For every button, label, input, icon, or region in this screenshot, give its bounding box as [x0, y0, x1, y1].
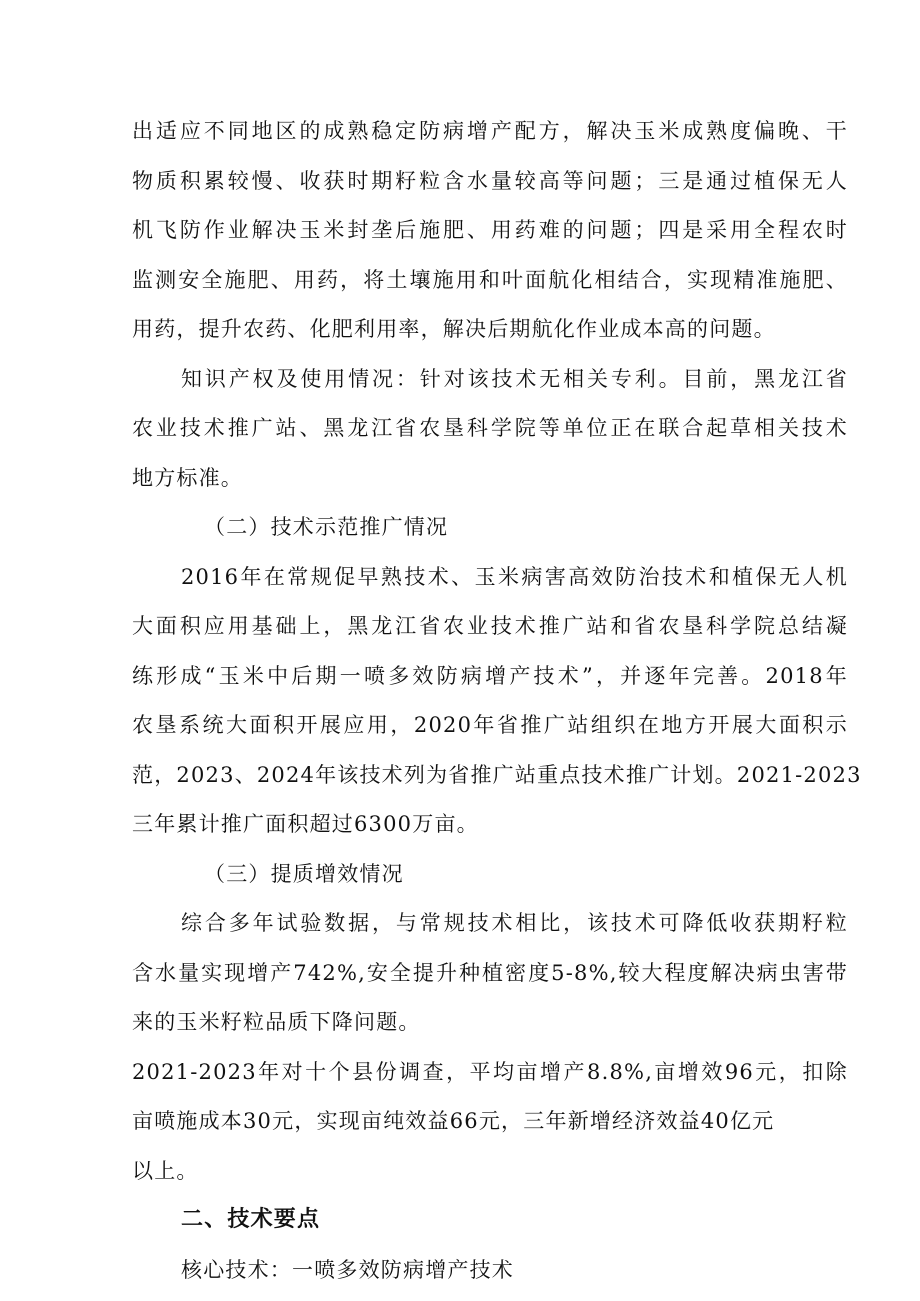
text-line: 知识产权及使用情况：针对该技术无相关专利。目前，黑龙江省: [181, 367, 848, 391]
text-line: 来的玉米籽粒品质下降问题。: [132, 1010, 421, 1034]
core-technology-line: 核心技术：一喷多效防病增产技术: [181, 1258, 514, 1282]
text-line: 机飞防作业解决玉米封垄后施肥、用药难的问题；四是采用全程农时: [132, 218, 848, 242]
text-line: 亩喷施成本30元，实现亩纯效益66元，三年新增经济效益40亿元: [132, 1109, 775, 1133]
text-line: 三年累计推广面积超过6300万亩。: [132, 812, 479, 836]
chapter-heading: 二、技术要点: [181, 1207, 321, 1232]
text-line: 含水量实现增产742%,安全提升种植密度5-8%,较大程度解决病虫害带: [132, 961, 848, 985]
text-line: 练形成“玉米中后期一喷多效防病增产技术”，并逐年完善。2018年: [132, 664, 848, 688]
text-line: 用药，提升农药、化肥利用率，解决后期航化作业成本高的问题。: [132, 317, 776, 341]
text-line: 出适应不同地区的成熟稳定防病增产配方，解决玉米成熟度偏晚、干: [132, 119, 848, 143]
text-line: 地方标准。: [132, 466, 243, 490]
text-line: 物质积累较慢、收获时期籽粒含水量较高等问题；三是通过植保无人: [132, 169, 848, 193]
text-line: 2016年在常规促早熟技术、玉米病害高效防治技术和植保无人机: [181, 565, 848, 589]
section-heading: （二）技术示范推广情况: [204, 515, 449, 539]
section-heading: （三）提质增效情况: [204, 862, 404, 886]
text-line: 2021-2023年对十个县份调查，平均亩增产8.8%,亩增效96元，扣除: [132, 1060, 848, 1084]
text-line: 农垦系统大面积开展应用，2020年省推广站组织在地方开展大面积示: [132, 713, 848, 737]
text-line: 大面积应用基础上，黑龙江省农业技术推广站和省农垦科学院总结凝: [132, 614, 848, 638]
text-line: 农业技术推广站、黑龙江省农垦科学院等单位正在联合起草相关技术: [132, 416, 848, 440]
text-line: 范，2023、2024年该技术列为省推广站重点技术推广计划。2021-2023: [132, 763, 862, 787]
text-line: 监测安全施肥、用药，将土壤施用和叶面航化相结合，实现精准施肥、: [132, 268, 848, 292]
text-line: 综合多年试验数据，与常规技术相比，该技术可降低收获期籽粒: [181, 911, 848, 935]
text-line: 以上。: [132, 1159, 199, 1183]
